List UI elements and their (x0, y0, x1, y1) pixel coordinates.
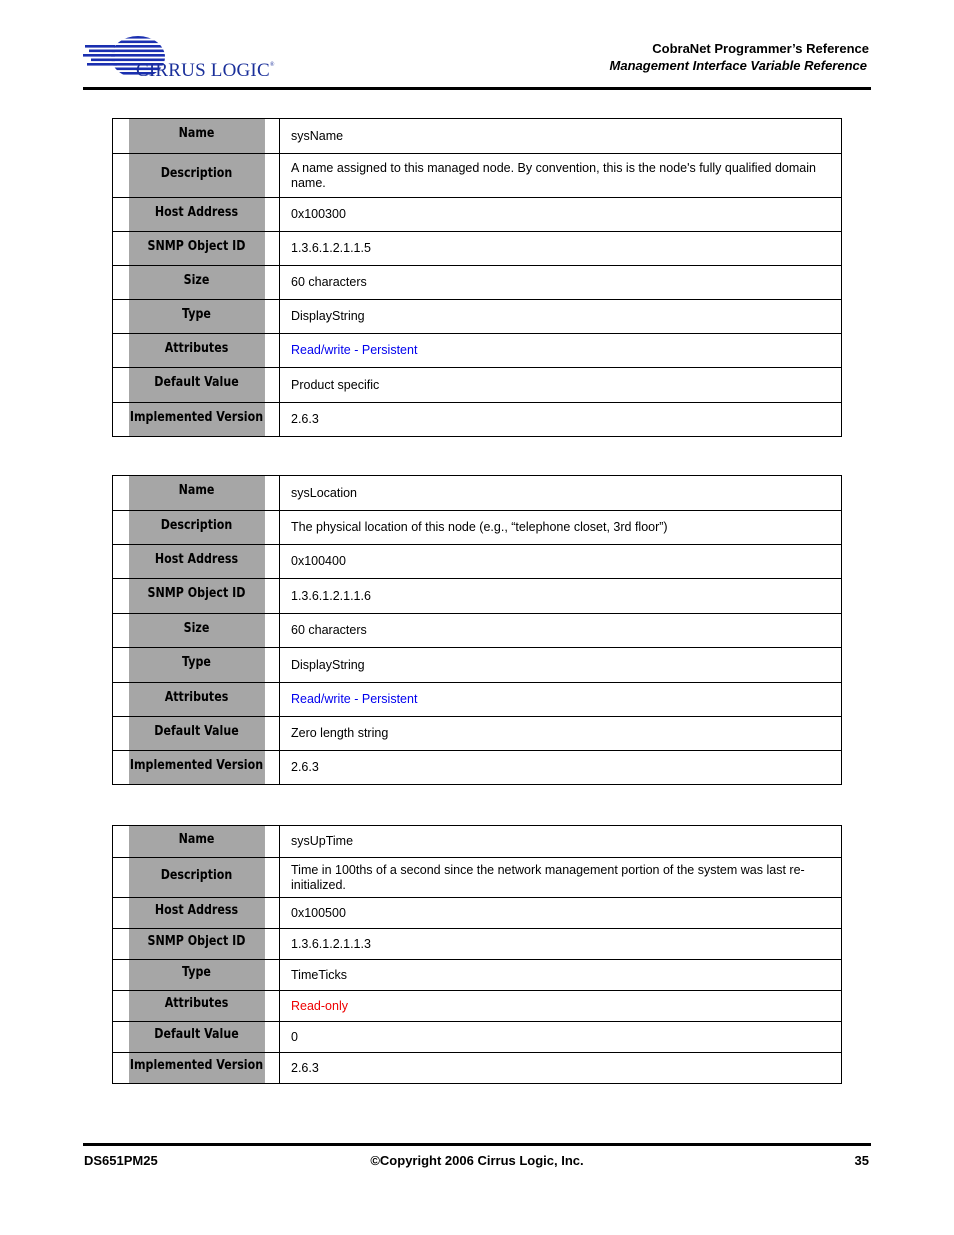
footer-rule (83, 1143, 871, 1146)
field-value: 2.6.3 (280, 751, 842, 785)
table-row (113, 545, 842, 579)
field-label: Description (128, 154, 265, 198)
field-value: 2.6.3 (280, 1053, 842, 1084)
field-label: Description (128, 511, 265, 545)
section-title: Management Interface Variable Reference (609, 58, 867, 73)
table-row (113, 858, 842, 898)
table-row (113, 960, 842, 991)
table-row (113, 1022, 842, 1053)
field-label: Attributes (128, 334, 265, 368)
field-label: SNMP Object ID (128, 232, 265, 266)
header-rule (83, 87, 871, 90)
field-value: DisplayString (280, 300, 842, 334)
field-label: Implemented Version (128, 751, 265, 785)
table-row (113, 403, 842, 437)
variable-table-sysname (112, 118, 842, 437)
field-value: 0x100400 (280, 545, 842, 579)
table-row (113, 154, 842, 198)
field-label: Type (128, 300, 265, 334)
table-row (113, 1053, 842, 1084)
table-row (113, 751, 842, 785)
field-value: 60 characters (280, 614, 842, 648)
field-value: sysUpTime (280, 826, 842, 858)
table-row (113, 929, 842, 960)
logo-wordmark: CIRRUS LOGIC® (136, 60, 275, 81)
variable-table-sysuptime (112, 825, 842, 1084)
table-row (113, 648, 842, 683)
field-value: 60 characters (280, 266, 842, 300)
table-row (113, 898, 842, 929)
table-row (113, 614, 842, 648)
field-value: A name assigned to this managed node. By convention, this is the node's fully qualified domain name. (280, 154, 842, 198)
field-label: Name (128, 826, 265, 858)
table-row (113, 232, 842, 266)
field-label: Implemented Version (128, 403, 265, 437)
table-row (113, 334, 842, 368)
attributes-value: Read/write - Persistent (280, 334, 842, 368)
field-label: Implemented Version (128, 1053, 265, 1084)
table-row (113, 300, 842, 334)
field-label: Name (128, 476, 265, 511)
table-row (113, 119, 842, 154)
variable-table-syslocation (112, 475, 842, 785)
table-row (113, 476, 842, 511)
copyright-notice: ©Copyright 2006 Cirrus Logic, Inc. (370, 1153, 584, 1168)
field-label: Host Address (128, 545, 265, 579)
field-label: Default Value (128, 1022, 265, 1053)
field-value: 1.3.6.1.2.1.1.6 (280, 579, 842, 614)
table-row (113, 991, 842, 1022)
field-value: TimeTicks (280, 960, 842, 991)
field-value: Zero length string (280, 717, 842, 751)
table-row (113, 683, 842, 717)
field-label: Size (128, 614, 265, 648)
field-label: Size (128, 266, 265, 300)
field-value: Product specific (280, 368, 842, 403)
field-value: 0 (280, 1022, 842, 1053)
field-label: SNMP Object ID (128, 579, 265, 614)
field-label: Attributes (128, 683, 265, 717)
field-value: 1.3.6.1.2.1.1.5 (280, 232, 842, 266)
field-label: SNMP Object ID (128, 929, 265, 960)
field-label: Default Value (128, 368, 265, 403)
field-label: Attributes (128, 991, 265, 1022)
field-value: sysLocation (280, 476, 842, 511)
field-value: 1.3.6.1.2.1.1.3 (280, 929, 842, 960)
field-label: Host Address (128, 198, 265, 232)
table-row (113, 511, 842, 545)
field-label: Type (128, 648, 265, 683)
field-value: 2.6.3 (280, 403, 842, 437)
field-label: Type (128, 960, 265, 991)
field-value: Time in 100ths of a second since the network management portion of the system was last re-initialized. (280, 858, 842, 898)
table-row (113, 579, 842, 614)
field-label: Host Address (128, 898, 265, 929)
table-row (113, 717, 842, 751)
field-value: 0x100500 (280, 898, 842, 929)
field-value: sysName (280, 119, 842, 154)
field-value: 0x100300 (280, 198, 842, 232)
document-id: DS651PM25 (84, 1153, 158, 1168)
field-label: Name (128, 119, 265, 154)
table-row (113, 368, 842, 403)
field-label: Description (128, 858, 265, 898)
table-row (113, 266, 842, 300)
page-number: 35 (854, 1153, 869, 1168)
document-title: CobraNet Programmer’s Reference (652, 41, 869, 56)
attributes-value: Read-only (280, 991, 842, 1022)
field-value: DisplayString (280, 648, 842, 683)
attributes-value: Read/write - Persistent (280, 683, 842, 717)
field-label: Default Value (128, 717, 265, 751)
table-row (113, 198, 842, 232)
table-row (113, 826, 842, 858)
field-value: The physical location of this node (e.g., “telephone closet, 3rd floor”) (280, 511, 842, 545)
